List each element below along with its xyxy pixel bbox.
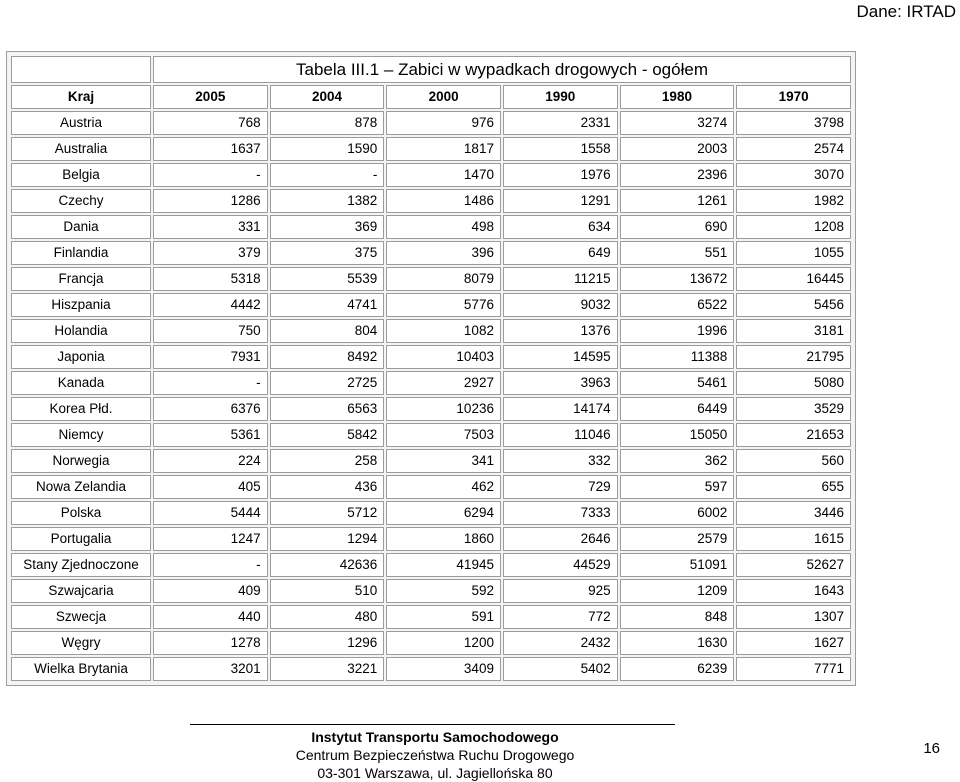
value-cell: 405	[153, 475, 268, 499]
footer-center: Centrum Bezpieczeństwa Ruchu Drogowego	[295, 747, 575, 763]
table-row	[11, 215, 851, 239]
value-cell: 332	[503, 449, 618, 473]
country-cell: Australia	[11, 137, 151, 161]
country-cell: Norwegia	[11, 449, 151, 473]
value-cell: 3201	[153, 657, 268, 681]
table-header-row	[11, 85, 851, 109]
value-cell: 1382	[270, 189, 385, 213]
value-cell: 440	[153, 605, 268, 629]
value-cell: 16445	[736, 267, 851, 291]
value-cell: 7333	[503, 501, 618, 525]
value-cell: 4741	[270, 293, 385, 317]
value-cell: 1261	[620, 189, 735, 213]
value-cell: 258	[270, 449, 385, 473]
table-row	[11, 631, 851, 655]
value-cell: 551	[620, 241, 735, 265]
value-cell: 2579	[620, 527, 735, 551]
value-cell: 976	[386, 111, 501, 135]
value-cell: 3274	[620, 111, 735, 135]
header-country: Kraj	[11, 85, 151, 109]
value-cell: 1982	[736, 189, 851, 213]
table-row	[11, 527, 851, 551]
header-year: 2005	[153, 85, 268, 109]
value-cell: 1590	[270, 137, 385, 161]
value-cell: 5776	[386, 293, 501, 317]
value-cell: 3446	[736, 501, 851, 525]
value-cell: 369	[270, 215, 385, 239]
value-cell: 3798	[736, 111, 851, 135]
value-cell: 375	[270, 241, 385, 265]
value-cell: 1976	[503, 163, 618, 187]
value-cell: 591	[386, 605, 501, 629]
table-row	[11, 579, 851, 603]
value-cell: 772	[503, 605, 618, 629]
country-cell: Finlandia	[11, 241, 151, 265]
value-cell: 6002	[620, 501, 735, 525]
table-row	[11, 501, 851, 525]
value-cell: 597	[620, 475, 735, 499]
value-cell: 52627	[736, 553, 851, 577]
table-row	[11, 449, 851, 473]
value-cell: 1996	[620, 319, 735, 343]
value-cell: 510	[270, 579, 385, 603]
country-cell: Szwecja	[11, 605, 151, 629]
value-cell: 804	[270, 319, 385, 343]
value-cell: 1209	[620, 579, 735, 603]
value-cell: 2003	[620, 137, 735, 161]
table-title: Tabela III.1 – Zabici w wypadkach drogowych - ogółem	[153, 56, 851, 83]
header-year: 1990	[503, 85, 618, 109]
table-row	[11, 319, 851, 343]
value-cell: 1278	[153, 631, 268, 655]
value-cell: 2574	[736, 137, 851, 161]
value-cell: 4442	[153, 293, 268, 317]
country-cell: Korea Płd.	[11, 397, 151, 421]
table-row	[11, 137, 851, 161]
country-cell: Japonia	[11, 345, 151, 369]
country-cell: Belgia	[11, 163, 151, 187]
country-cell: Wielka Brytania	[11, 657, 151, 681]
value-cell: 5444	[153, 501, 268, 525]
value-cell: 750	[153, 319, 268, 343]
country-cell: Czechy	[11, 189, 151, 213]
header-year: 1980	[620, 85, 735, 109]
table-row	[11, 605, 851, 629]
table-row	[11, 111, 851, 135]
value-cell: 14595	[503, 345, 618, 369]
value-cell: 6563	[270, 397, 385, 421]
value-cell: 5080	[736, 371, 851, 395]
value-cell: 9032	[503, 293, 618, 317]
country-cell: Szwajcaria	[11, 579, 151, 603]
table-row	[11, 267, 851, 291]
country-cell: Francja	[11, 267, 151, 291]
table-row	[11, 293, 851, 317]
value-cell: 6522	[620, 293, 735, 317]
value-cell: 5461	[620, 371, 735, 395]
value-cell: 11388	[620, 345, 735, 369]
value-cell: 2331	[503, 111, 618, 135]
table-row	[11, 423, 851, 447]
value-cell: 1286	[153, 189, 268, 213]
value-cell: 1247	[153, 527, 268, 551]
table-row	[11, 163, 851, 187]
value-cell: -	[153, 371, 268, 395]
country-cell: Holandia	[11, 319, 151, 343]
value-cell: 462	[386, 475, 501, 499]
value-cell: 1307	[736, 605, 851, 629]
value-cell: 8079	[386, 267, 501, 291]
value-cell: 3181	[736, 319, 851, 343]
page-number: 16	[923, 740, 940, 757]
value-cell: 3070	[736, 163, 851, 187]
footer-address: 03-301 Warszawa, ul. Jagiellońska 80	[317, 765, 553, 781]
header-year: 2004	[270, 85, 385, 109]
value-cell: 5539	[270, 267, 385, 291]
fatalities-table	[9, 54, 853, 683]
value-cell: 848	[620, 605, 735, 629]
value-cell: 5361	[153, 423, 268, 447]
value-cell: 1296	[270, 631, 385, 655]
value-cell: 3963	[503, 371, 618, 395]
value-cell: 3529	[736, 397, 851, 421]
value-cell: 10236	[386, 397, 501, 421]
value-cell: 6449	[620, 397, 735, 421]
country-cell: Hiszpania	[11, 293, 151, 317]
value-cell: 1558	[503, 137, 618, 161]
country-cell: Polska	[11, 501, 151, 525]
value-cell: 7771	[736, 657, 851, 681]
value-cell: 768	[153, 111, 268, 135]
value-cell: 21653	[736, 423, 851, 447]
value-cell: 3409	[386, 657, 501, 681]
value-cell: 1630	[620, 631, 735, 655]
table-row	[11, 475, 851, 499]
table-row	[11, 397, 851, 421]
value-cell: 51091	[620, 553, 735, 577]
table-row	[11, 657, 851, 681]
value-cell: 592	[386, 579, 501, 603]
value-cell: 6294	[386, 501, 501, 525]
country-cell: Austria	[11, 111, 151, 135]
value-cell: 10403	[386, 345, 501, 369]
value-cell: 6239	[620, 657, 735, 681]
value-cell: -	[270, 163, 385, 187]
country-cell: Portugalia	[11, 527, 151, 551]
value-cell: 1860	[386, 527, 501, 551]
table-row	[11, 241, 851, 265]
value-cell: 5402	[503, 657, 618, 681]
value-cell: 362	[620, 449, 735, 473]
value-cell: 655	[736, 475, 851, 499]
value-cell: 436	[270, 475, 385, 499]
value-cell: 224	[153, 449, 268, 473]
value-cell: 8492	[270, 345, 385, 369]
value-cell: -	[153, 163, 268, 187]
value-cell: 7931	[153, 345, 268, 369]
header-year: 1970	[736, 85, 851, 109]
data-table-container	[6, 51, 856, 686]
table-row	[11, 189, 851, 213]
country-cell: Węgry	[11, 631, 151, 655]
table-title-row	[11, 56, 851, 83]
country-cell: Kanada	[11, 371, 151, 395]
value-cell: 729	[503, 475, 618, 499]
value-cell: 1200	[386, 631, 501, 655]
value-cell: 341	[386, 449, 501, 473]
value-cell: 1082	[386, 319, 501, 343]
table-row	[11, 371, 851, 395]
value-cell: 560	[736, 449, 851, 473]
value-cell: 13672	[620, 267, 735, 291]
value-cell: 41945	[386, 553, 501, 577]
value-cell: 1627	[736, 631, 851, 655]
value-cell: 1055	[736, 241, 851, 265]
value-cell: 690	[620, 215, 735, 239]
value-cell: 1291	[503, 189, 618, 213]
value-cell: 42636	[270, 553, 385, 577]
value-cell: 1294	[270, 527, 385, 551]
value-cell: 1637	[153, 137, 268, 161]
value-cell: 649	[503, 241, 618, 265]
value-cell: 1376	[503, 319, 618, 343]
value-cell: 5456	[736, 293, 851, 317]
value-cell: 1470	[386, 163, 501, 187]
value-cell: 11215	[503, 267, 618, 291]
source-label: Dane: IRTAD	[856, 2, 956, 21]
value-cell: 1643	[736, 579, 851, 603]
value-cell: 379	[153, 241, 268, 265]
value-cell: 21795	[736, 345, 851, 369]
country-cell: Niemcy	[11, 423, 151, 447]
value-cell: 2432	[503, 631, 618, 655]
value-cell: 15050	[620, 423, 735, 447]
value-cell: 878	[270, 111, 385, 135]
title-blank-cell	[11, 56, 151, 83]
value-cell: 1615	[736, 527, 851, 551]
value-cell: 331	[153, 215, 268, 239]
country-cell: Stany Zjednoczone	[11, 553, 151, 577]
header-year: 2000	[386, 85, 501, 109]
country-cell: Nowa Zelandia	[11, 475, 151, 499]
value-cell: 1817	[386, 137, 501, 161]
footer	[200, 728, 670, 782]
value-cell: 3221	[270, 657, 385, 681]
value-cell: 634	[503, 215, 618, 239]
value-cell: 2725	[270, 371, 385, 395]
value-cell: 11046	[503, 423, 618, 447]
table-row	[11, 345, 851, 369]
value-cell: 6376	[153, 397, 268, 421]
value-cell: 1486	[386, 189, 501, 213]
value-cell: 498	[386, 215, 501, 239]
value-cell: 5318	[153, 267, 268, 291]
value-cell: 2396	[620, 163, 735, 187]
table-row	[11, 553, 851, 577]
value-cell: 44529	[503, 553, 618, 577]
value-cell: -	[153, 553, 268, 577]
value-cell: 1208	[736, 215, 851, 239]
value-cell: 7503	[386, 423, 501, 447]
value-cell: 925	[503, 579, 618, 603]
value-cell: 2927	[386, 371, 501, 395]
value-cell: 14174	[503, 397, 618, 421]
footer-org: Instytut Transportu Samochodowego	[311, 729, 559, 745]
value-cell: 480	[270, 605, 385, 629]
value-cell: 409	[153, 579, 268, 603]
value-cell: 5712	[270, 501, 385, 525]
value-cell: 5842	[270, 423, 385, 447]
value-cell: 2646	[503, 527, 618, 551]
footer-divider	[190, 724, 675, 725]
value-cell: 396	[386, 241, 501, 265]
country-cell: Dania	[11, 215, 151, 239]
